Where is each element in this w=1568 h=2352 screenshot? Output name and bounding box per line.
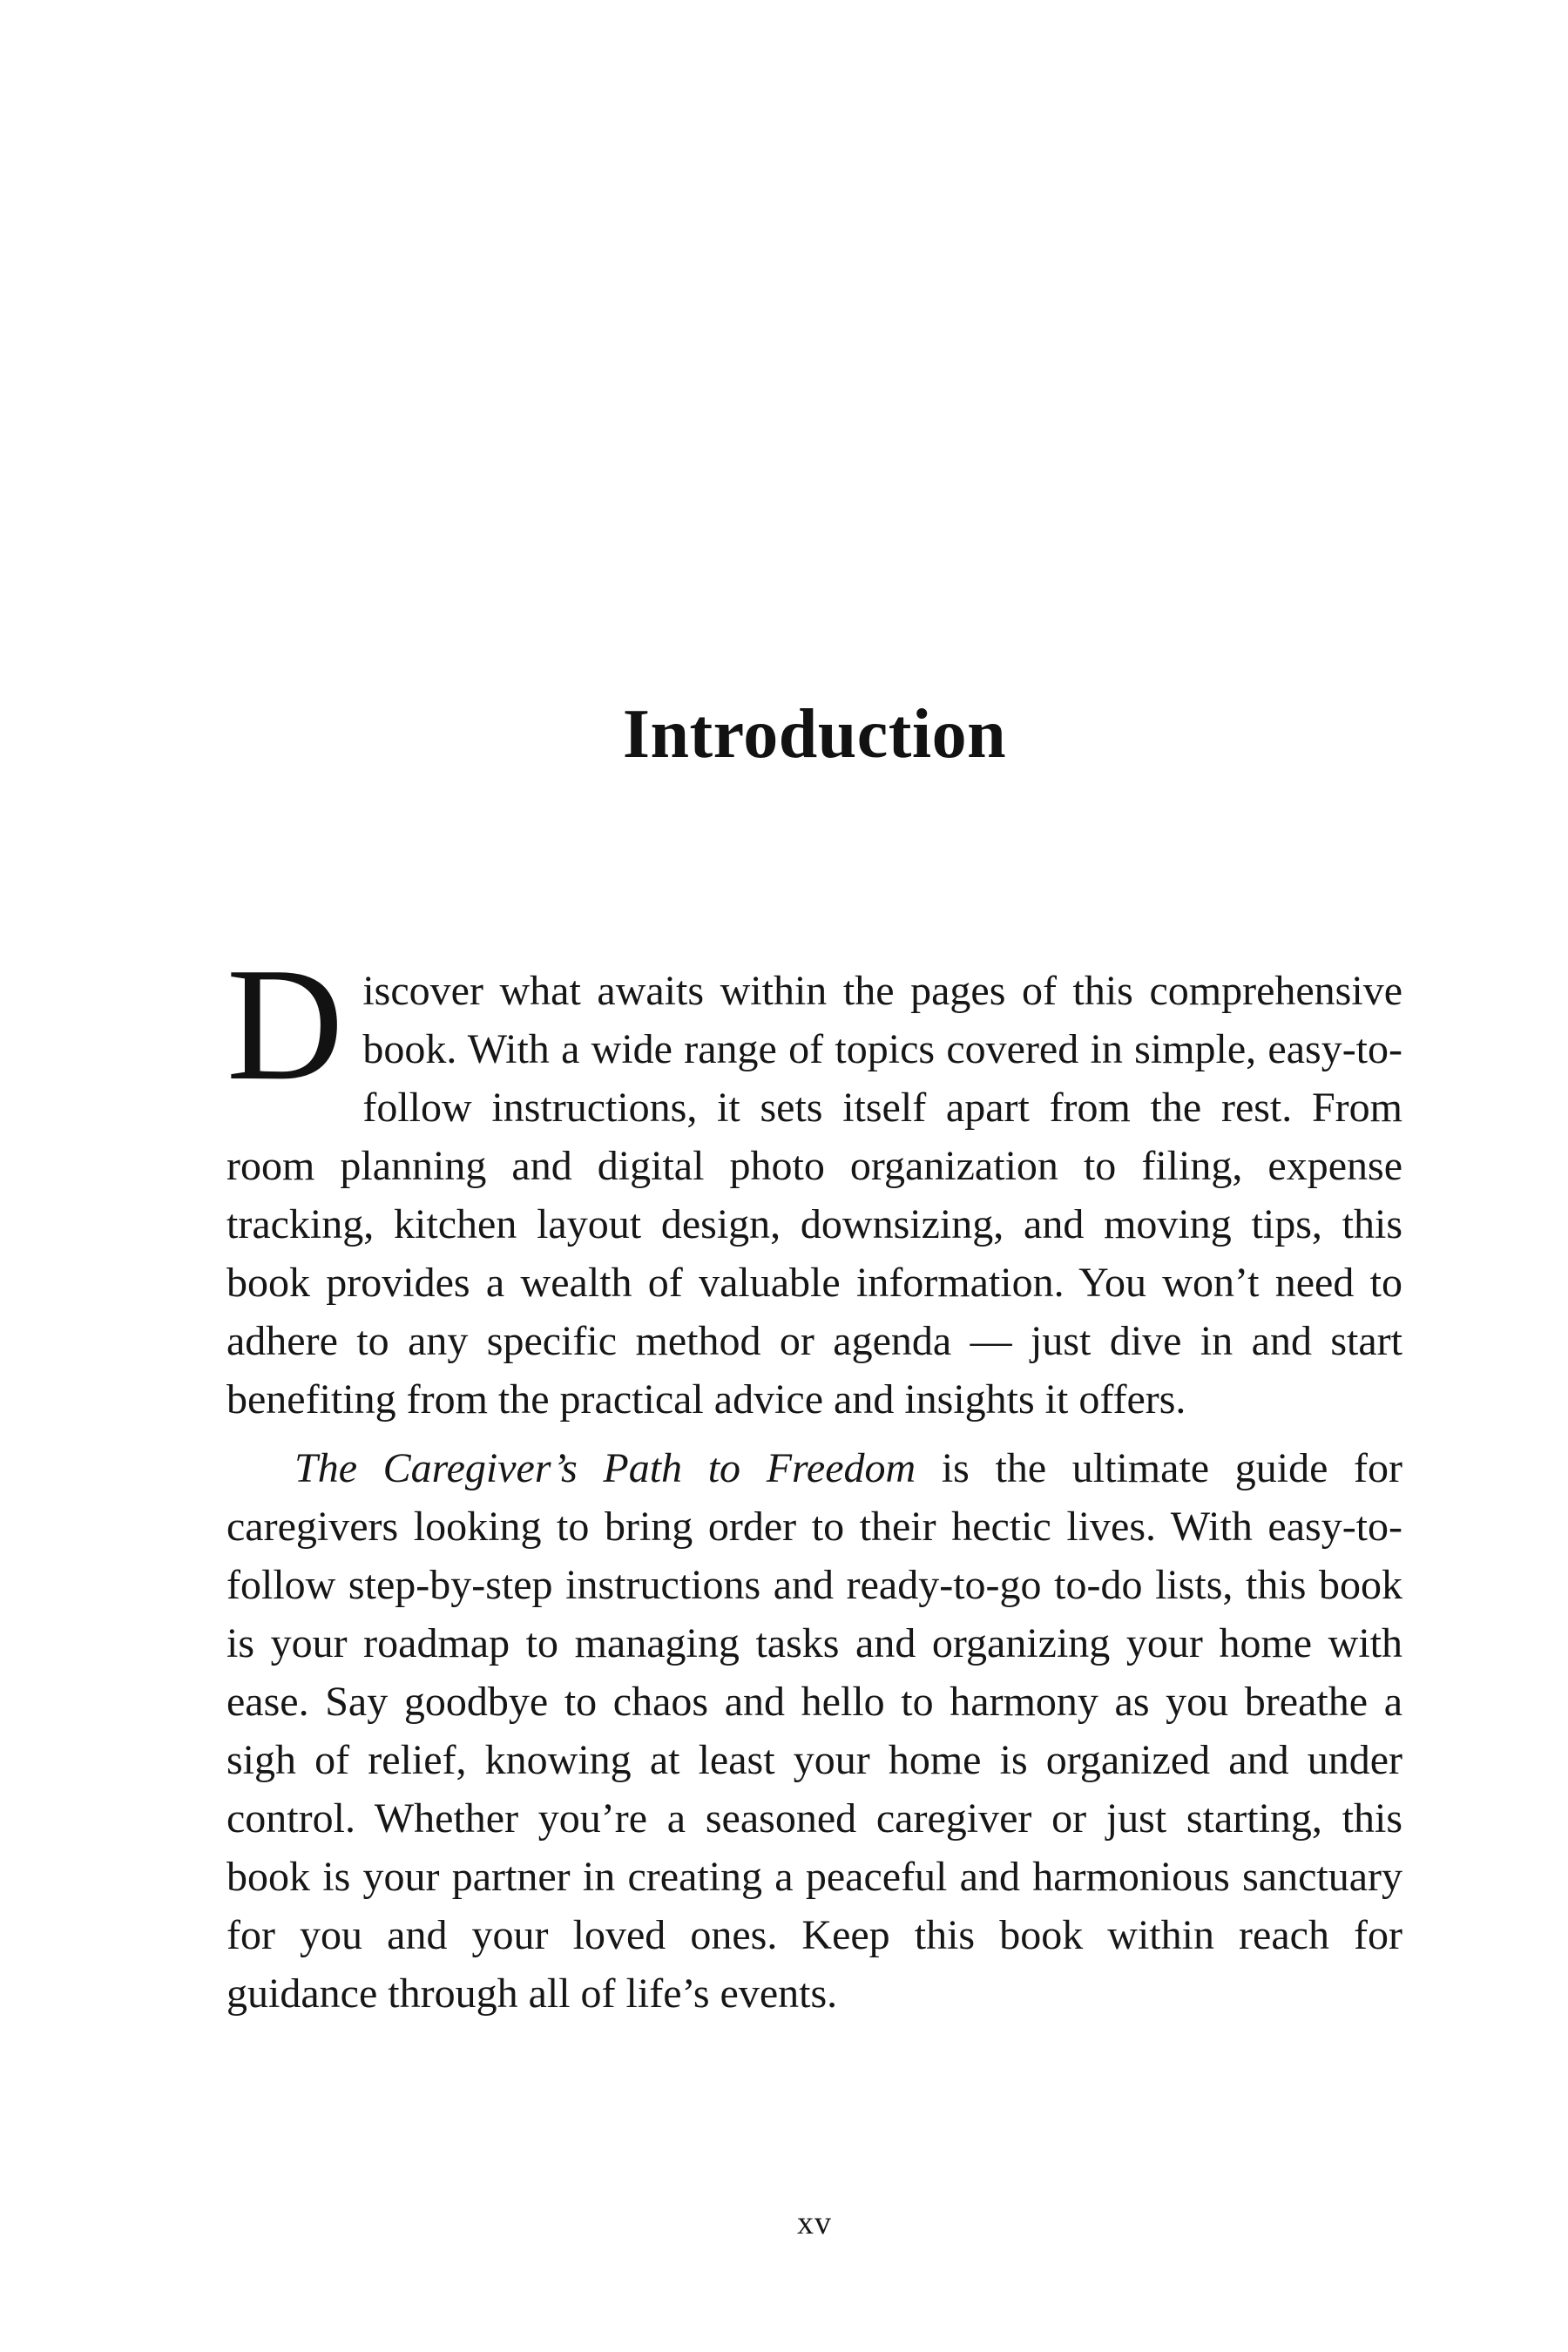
page-number-footer: xv (797, 2205, 832, 2241)
paragraph-2 (226, 1439, 1402, 2023)
paragraph-2-text: is the ultimate guide for caregivers looking to bring order to their hectic lives. With easy-to-follow step-by-step instructions and ready-to-go to-do lists, this book is your roadmap to managing tasks and organizing your home with ease. Say goodbye to chaos and hello to harmony as you breathe a sigh of relief, knowing at least your home is organized and under control. Whether you’re a seasoned caregiver or just starting, this book is your partner in creating a peaceful and harmonious sanctuary for you and your loved ones. Keep this book within reach for guidance through all of life’s events. (226, 1445, 1402, 2017)
book-title-italic: The Caregiver’s Path to Freedom (294, 1445, 916, 1491)
chapter-title: Introduction (622, 696, 1007, 773)
paragraph-1-text: iscover what awaits within the pages of this comprehensive book. With a wide range of topics covered in simple, easy-to-follow instructions, it sets itself apart from the rest. From room planning and digital photo organization to filing, expense tracking, kitchen layout design, downsizing, and moving tips, this book provides a wealth of valuable information. You won’t need to adhere to any specific method or agenda — just dive in and start benefiting from the practical advice and insights it offers. (226, 968, 1402, 1423)
paragraph-1 (226, 935, 1402, 1429)
body-text (226, 935, 1402, 2023)
drop-cap: D (226, 935, 344, 1114)
content-column (226, 0, 1402, 2242)
